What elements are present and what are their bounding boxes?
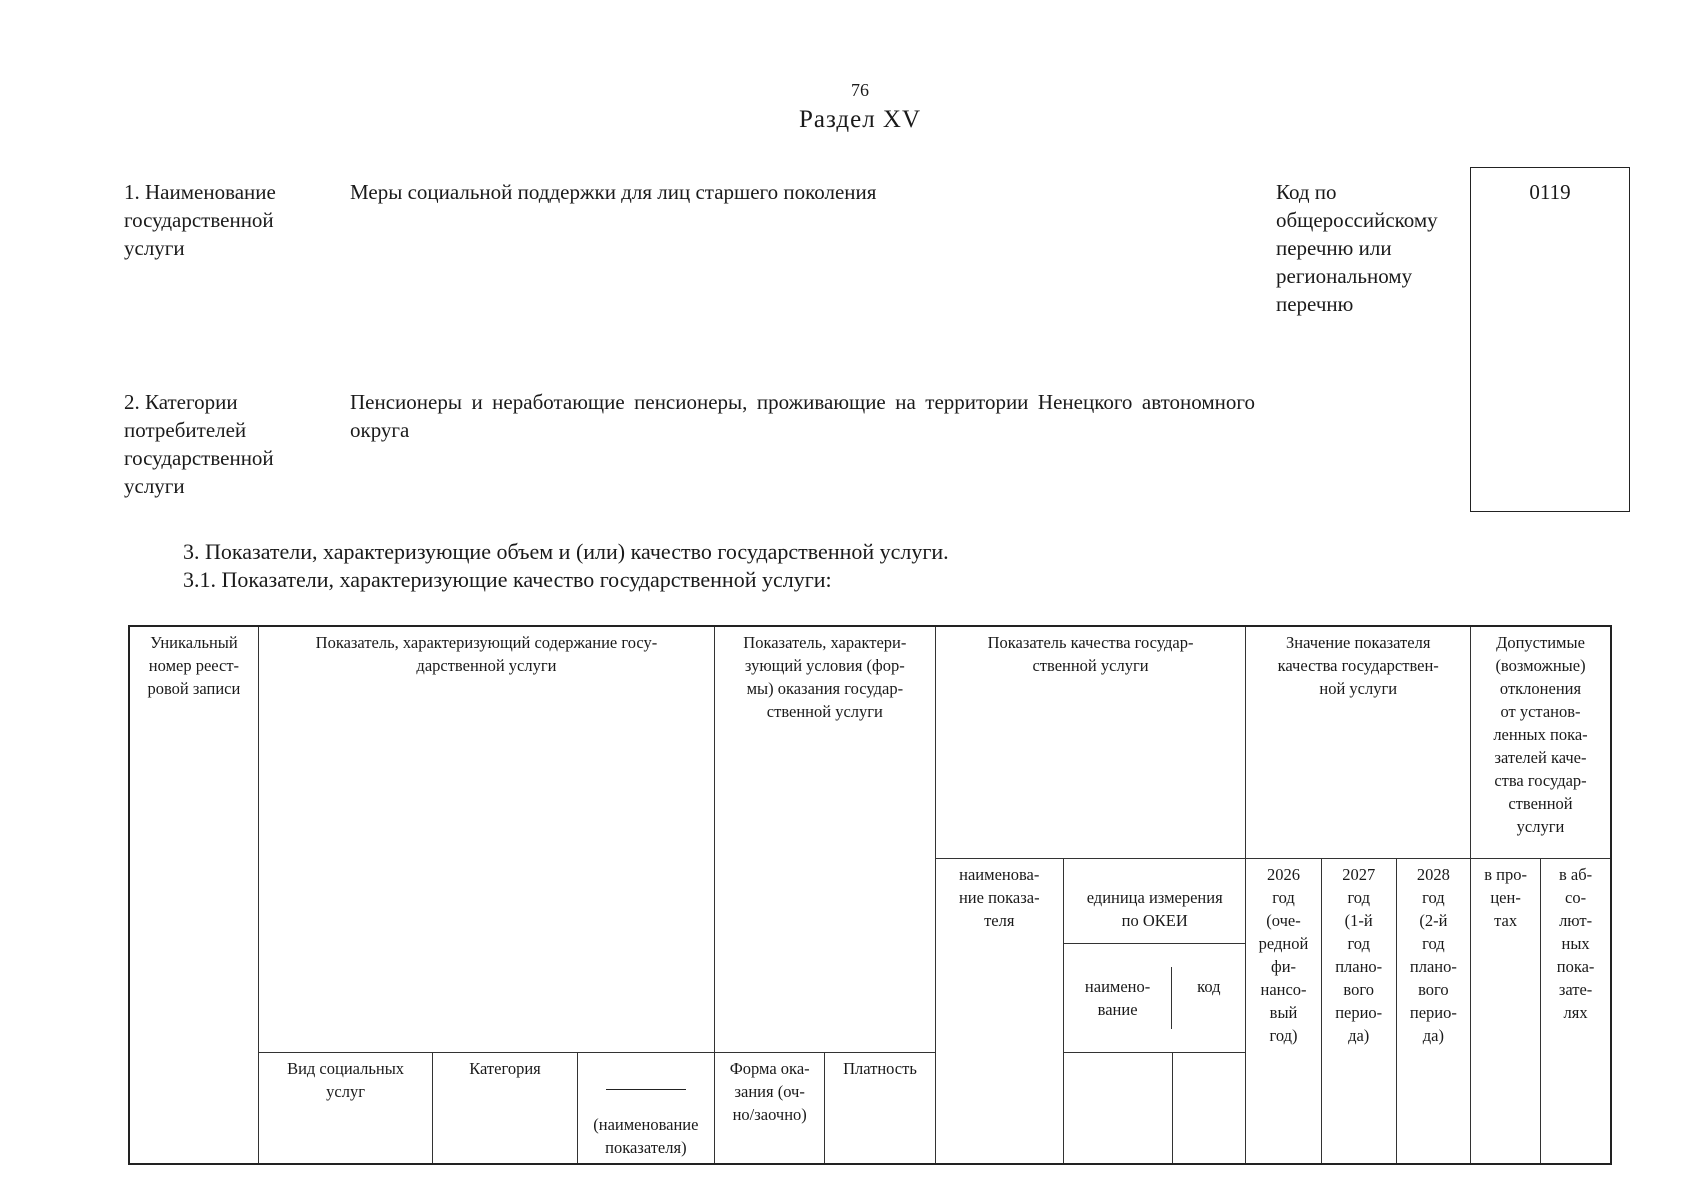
header-conditions-indicator: Показатель, характери- зующий условия (фор- мы) оказания государ- ственной услуги [715, 626, 936, 1052]
page-number: 76 [851, 80, 869, 100]
paragraph-3-1: 3.1. Показатели, характеризующие качество государственной услуги: [183, 567, 832, 592]
header-indicator-value: Значение показателя качества государствен- ной услуги [1246, 626, 1471, 858]
okei-name-continuation [1063, 1052, 1172, 1164]
item2-value: Пенсионеры и неработающие пенсионеры, проживающие на территории Ненецкого автономного округа [350, 390, 1255, 442]
header-unit-code: код [1197, 976, 1221, 996]
header-category: Категория [433, 1052, 577, 1164]
blank-line [606, 1088, 686, 1090]
header-blank-indicator [577, 1052, 714, 1164]
header-indicator-name: наименова- ние показа- теля [935, 858, 1063, 1164]
header-deviation-percent: в про- цен- тах [1471, 858, 1541, 1164]
header-social-service-type: Вид социальных услуг [258, 1052, 432, 1164]
okei-code-continuation [1173, 1052, 1246, 1164]
header-service-form: Форма ока- зания (оч- но/заочно) [715, 1052, 825, 1164]
header-deviation-absolute: в аб- со- лют- ных пока- зате- лях [1541, 858, 1611, 1164]
header-okei-unit: единица измерения по ОКЕИ [1064, 882, 1245, 944]
header-quality-indicator: Показатель качества государ- ственной услуги [935, 626, 1246, 858]
header-year-2028: 2028 год (2-й год плано- вого перио- да) [1396, 858, 1470, 1164]
header-unique-number: Уникальный номер реест- ровой записи [129, 626, 258, 1164]
code-box [1470, 167, 1630, 512]
item1-label: 1. Наименование государственной услуги [124, 180, 276, 260]
section-title: Раздел XV [798, 106, 922, 133]
quality-indicators-table [128, 625, 1612, 1165]
header-payment: Платность [825, 1052, 935, 1164]
header-blank-indicator-label: (наименование показателя) [593, 1114, 699, 1157]
header-year-2027: 2027 год (1-й год плано- вого перио- да) [1321, 858, 1396, 1164]
header-allowed-deviation: Допустимые (возможные) отклонения от установ- ленных пока- зателей каче- ства государ- ственной услуги [1471, 626, 1612, 858]
header-content-indicator: Показатель, характеризующий содержание госу- дарственной услуги [258, 626, 714, 1052]
item2-label: 2. Категории потребителей государственной услуги [124, 390, 274, 498]
code-value: 0119 [1529, 180, 1571, 204]
header-year-2026: 2026 год (оче- редной фи- нансо- вый год) [1246, 858, 1321, 1164]
item1-value: Меры социальной поддержки для лиц старшего поколения [350, 180, 877, 204]
paragraph-3: 3. Показатели, характеризующие объем и (или) качество государственной услуги. [183, 539, 949, 564]
header-unit-name: наимено- вание [1064, 967, 1172, 1029]
header-okei-unit-group [1063, 858, 1245, 1052]
code-label: Код по общероссийскому перечню или региональному перечню [1276, 180, 1438, 316]
